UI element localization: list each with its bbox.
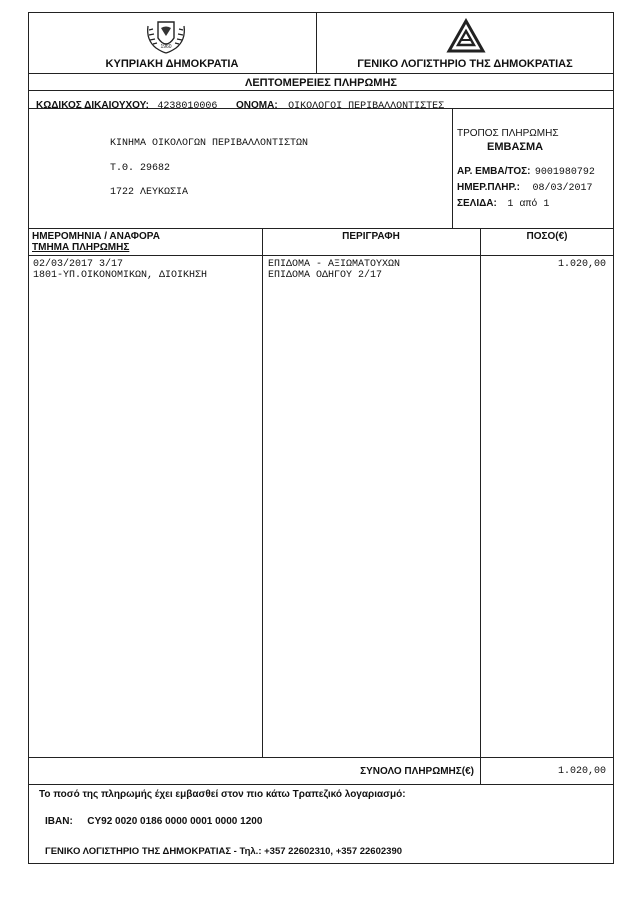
page-number-value: 1 από 1 <box>507 199 550 210</box>
transfer-number-label: ΑΡ. ΕΜΒΑ/ΤΟΣ: <box>457 166 531 177</box>
row-description-line-2: ΕΠΙΔΟΜΑ ΟΔΗΓΟΥ 2/17 <box>268 270 383 281</box>
page-number-label: ΣΕΛΙΔΑ: <box>457 198 497 209</box>
payment-method-value: ΕΜΒΑΣΜΑ <box>487 141 544 153</box>
address-line-2: Τ.Θ. 29682 <box>110 163 171 174</box>
document-title: ΛΕΠΤΟΜΕΡΕΙΕΣ ΠΛΗΡΩΜΗΣ <box>244 77 397 89</box>
payment-method-label: ΤΡΟΠΟΣ ΠΛΗΡΩΜΗΣ <box>457 128 559 139</box>
row-description-line-1: ΕΠΙΔΟΜΑ - ΑΞΙΩΜΑΤΟΥΧΩΝ <box>268 259 401 270</box>
row-date-ref: 02/03/2017 3/17 <box>33 259 124 270</box>
footer-note: Το ποσό της πληρωμής έχει εμβασθεί στον πιο κάτω Τραπεζικό λογαριασμό: <box>39 789 406 800</box>
address-line-3: 1722 ΛΕΥΚΩΣΙΑ <box>110 187 189 198</box>
table-header-bottom-line <box>28 255 614 256</box>
header-bottom-line <box>28 73 614 74</box>
payment-date-label: ΗΜΕΡ.ΠΛΗΡ.: <box>457 182 521 193</box>
header-left-title: ΚΥΠΡΙΑΚΗ ΔΗΜΟΚΡΑΤΙΑ <box>105 58 239 70</box>
table-col-divider-2 <box>480 228 481 784</box>
treasury-logo-icon <box>446 18 486 54</box>
beneficiary-code-value: 4238010006 <box>157 101 218 112</box>
col-date-ref-header: ΗΜΕΡΟΜΗΝΙΑ / ΑΝΑΦΟΡΑ <box>32 231 160 242</box>
total-label: ΣΥΝΟΛΟ ΠΛΗΡΩΜΗΣ(€) <box>360 766 474 777</box>
payment-date-value: 08/03/2017 <box>532 183 593 194</box>
total-bottom-line <box>28 784 614 785</box>
beneficiary-row <box>36 95 217 113</box>
beneficiary-name-row <box>236 95 444 113</box>
address-bottom-line <box>28 228 614 229</box>
footer-contact: ΓΕΝΙΚΟ ΛΟΓΙΣΤΗΡΙΟ ΤΗΣ ΔΗΜΟΚΡΑΤΙΑΣ - Τηλ.: +357 22602310, +357 22602390 <box>45 846 403 857</box>
address-line-1: ΚΙΝΗΜΑ ΟΙΚΟΛΟΓΩΝ ΠΕΡΙΒΑΛΛΟΝΤΙΣΤΩΝ <box>110 138 309 149</box>
total-value: 1.020,00 <box>557 766 606 777</box>
iban-value: CY92 0020 0186 0000 0001 0000 1200 <box>87 816 263 827</box>
header-right-title: ΓΕΝΙΚΟ ΛΟΓΙΣΤΗΡΙΟ ΤΗΣ ΔΗΜΟΚΡΑΤΙΑΣ <box>357 58 573 70</box>
col-amount-header: ΠΟΣΟ(€) <box>526 231 568 242</box>
cyprus-coat-of-arms-icon <box>144 16 188 56</box>
info-divider <box>452 108 453 228</box>
col-department-header: ΤΜΗΜΑ ΠΛΗΡΩΜΗΣ <box>32 242 130 253</box>
table-body-bottom-line <box>28 757 614 758</box>
row-amount: 1.020,00 <box>557 259 606 270</box>
page-number-row <box>457 193 549 211</box>
table-col-divider-1 <box>262 228 263 757</box>
beneficiary-name-label: ΟΝΟΜΑ: <box>236 100 278 111</box>
col-description-header: ΠΕΡΙΓΡΑΦΗ <box>342 231 400 242</box>
iban-row <box>45 811 262 829</box>
transfer-number-value: 9001980792 <box>534 167 595 178</box>
beneficiary-name-value: ΟΙΚΟΛΟΓΟΙ ΠΕΡΙΒΑΛΛΟΝΤΙΣΤΕΣ <box>288 101 445 112</box>
beneficiary-code-label: ΚΩΔΙΚΟΣ ΔΙΚΑΙΟΥΧΟΥ: <box>36 100 149 111</box>
iban-label: IBAN: <box>45 816 73 827</box>
title-bottom-line <box>28 90 614 91</box>
svg-text:1960: 1960 <box>160 44 172 50</box>
row-department: 1801-ΥΠ.ΟΙΚΟΝΟΜΙΚΩΝ, ΔΙΟΙΚΗΣΗ <box>33 270 208 281</box>
